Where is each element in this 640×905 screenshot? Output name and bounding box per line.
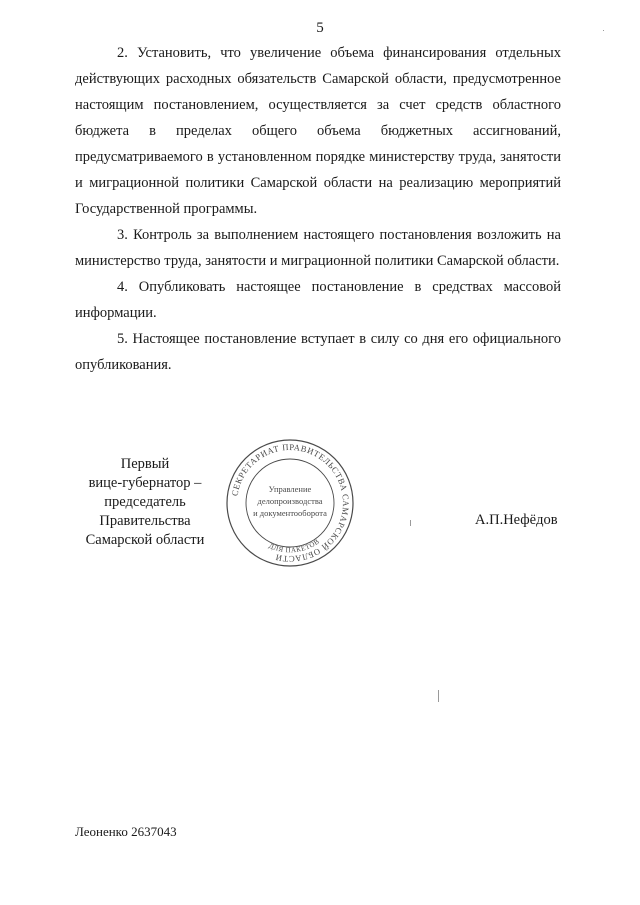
scan-artifact: [438, 690, 439, 702]
paragraph-5: 5. Настоящее постановление вступает в силу со дня его официального опубликования.: [75, 331, 561, 373]
signature-title-line-4: Самарской области: [85, 532, 205, 548]
signer-name: А.П.Нефёдов: [475, 512, 558, 528]
paragraph-2: 2. Установить, что увеличение объема финансирования отдельных действующих расходных обязательств Самарской области, предусмотренное настоящим постановлением, осуществляется за счет средств областного бюджета в пределах общего объема бюджетных ассигнований, предусматриваемого в установленном порядке министерству труда, занятости и миграционной политики Самарской области на реализацию мероприятий Государственной программы.: [75, 45, 561, 217]
page-number: 5: [316, 20, 324, 36]
stamp-bottom-text: ДЛЯ ПАКЕТОВ: [267, 537, 322, 555]
executor-contact: Леоненко 2637043: [75, 824, 177, 839]
signature-title-line-1: Первый: [120, 456, 170, 472]
signature-title-line-3: председатель Правительства: [99, 494, 191, 529]
signature-title-line-2: вице-губернатор –: [88, 475, 202, 491]
stamp-ring-text: СЕКРЕТАРИАТ ПРАВИТЕЛЬСТВА САМАРСКОЙ ОБЛАСТИ: [229, 441, 352, 565]
scan-artifact: [410, 520, 411, 526]
stamp-center-line-2: делопроизводства: [257, 496, 323, 506]
stamp-center-line-3: и документооборота: [253, 508, 327, 518]
scan-artifact: [603, 30, 604, 31]
stamp-center-line-1: Управление: [268, 484, 312, 494]
paragraph-3: 3. Контроль за выполнением настоящего постановления возложить на министерство труда, занятости и миграционной политики Самарской области.: [75, 227, 561, 269]
paragraph-4: 4. Опубликовать настоящее постановление в средствах массовой информации.: [75, 279, 561, 321]
document-body: [75, 40, 561, 378]
signature-title-block: [60, 455, 230, 550]
official-seal-stamp: [224, 437, 356, 569]
